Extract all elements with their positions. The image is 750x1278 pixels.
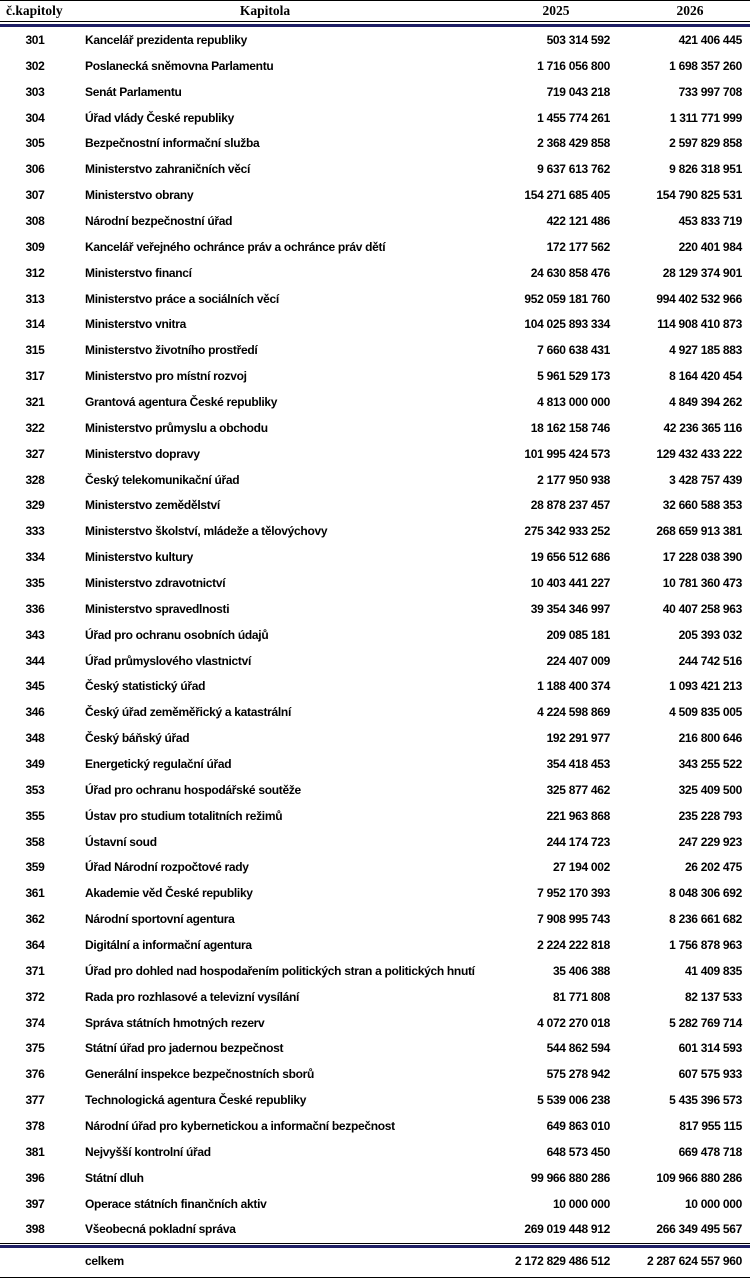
chapter-number: 309: [25, 239, 45, 254]
amount-2025: 19 656 512 686: [530, 550, 610, 565]
amount-2026: 216 800 646: [678, 731, 742, 746]
table-body: [0, 27, 750, 1243]
amount-2025: 422 121 486: [546, 213, 610, 228]
amount-2026: 669 478 718: [678, 1144, 742, 1159]
amount-2025: 2 368 429 858: [537, 136, 610, 151]
chapter-name: Český telekomunikační úřad: [85, 472, 240, 487]
table-row: [0, 337, 750, 363]
table-row: [0, 156, 750, 182]
chapter-number: 306: [25, 162, 45, 177]
column-header-chapter-number: č.kapitoly: [6, 3, 63, 18]
amount-2025: 221 963 868: [546, 808, 610, 823]
amount-2026: 4 927 185 883: [669, 343, 742, 358]
amount-2025: 269 019 448 912: [524, 1222, 610, 1237]
amount-2025: 39 354 346 997: [530, 601, 610, 616]
table-row: [0, 311, 750, 337]
chapter-number: 345: [25, 679, 45, 694]
amount-2026: 220 401 984: [678, 239, 742, 254]
chapter-number: 314: [25, 317, 45, 332]
amount-2026: 244 742 516: [678, 653, 742, 668]
chapter-number: 315: [25, 343, 45, 358]
amount-2026: 82 137 533: [684, 989, 742, 1004]
amount-2026: 4 849 394 262: [669, 394, 742, 409]
table-row: [0, 1010, 750, 1036]
chapter-name: Ministerstvo pro místní rozvoj: [85, 369, 247, 384]
chapter-name: Kancelář veřejného ochránce práv a ochránce práv dětí: [85, 239, 386, 254]
amount-2025: 101 995 424 573: [524, 446, 610, 461]
table-row: [0, 1087, 750, 1113]
amount-2026: 5 435 396 573: [669, 1093, 742, 1108]
amount-2026: 8 048 306 692: [669, 886, 742, 901]
amount-2025: 104 025 893 334: [524, 317, 610, 332]
amount-2026: 733 997 708: [678, 84, 742, 99]
chapter-number: 355: [25, 808, 45, 823]
chapter-name: Ústavní soud: [85, 834, 157, 849]
amount-2026: 1 698 357 260: [669, 58, 742, 73]
chapter-number: 364: [25, 938, 45, 952]
amount-2026: 817 955 115: [679, 1119, 742, 1134]
table-row: [0, 855, 750, 881]
table-row: [0, 105, 750, 131]
chapter-name: Ministerstvo kultury: [85, 550, 194, 565]
chapter-number: 343: [25, 627, 45, 642]
chapter-number: 327: [25, 446, 45, 461]
chapter-name: Ministerstvo obrany: [85, 188, 194, 203]
amount-2025: 1 188 400 374: [537, 679, 610, 694]
amount-2026: 129 432 433 222: [656, 446, 742, 461]
table-row: [0, 622, 750, 648]
amount-2025: 192 291 977: [546, 731, 610, 746]
chapter-number: 372: [25, 989, 45, 1004]
table-row: [0, 79, 750, 105]
amount-2026: 1 093 421 213: [669, 679, 742, 694]
amount-2025: 2 224 222 818: [537, 938, 610, 952]
amount-2025: 209 085 181: [546, 627, 610, 642]
table-row: [0, 363, 750, 389]
amount-2026: 205 393 032: [678, 627, 742, 642]
chapter-number: 328: [25, 472, 45, 487]
table-row: [0, 415, 750, 441]
amount-2026: 32 660 588 353: [662, 498, 742, 513]
amount-2026: 8 236 661 682: [669, 912, 742, 927]
amount-2026: 42 236 365 116: [663, 420, 742, 435]
chapter-number: 398: [25, 1222, 45, 1237]
chapter-number: 329: [25, 498, 45, 513]
amount-2025: 154 271 685 405: [524, 188, 610, 203]
amount-2025: 2 177 950 938: [537, 472, 610, 487]
chapter-number: 346: [25, 705, 45, 720]
amount-2026: 10 781 360 473: [662, 575, 742, 590]
chapter-name: Úřad pro dohled nad hospodařením politických stran a politických hnutí: [85, 963, 475, 978]
amount-2025: 4 072 270 018: [537, 1015, 610, 1030]
chapter-name: Technologická agentura České republiky: [85, 1093, 307, 1108]
table-row: [0, 570, 750, 596]
table-header-row: [0, 1, 750, 21]
amount-2026: 40 407 258 963: [662, 601, 742, 616]
amount-2026: 4 509 835 005: [669, 705, 742, 720]
table-row: [0, 1139, 750, 1165]
chapter-name: Ministerstvo spravedlnosti: [85, 601, 230, 616]
amount-2026: 2 597 829 858: [669, 136, 742, 151]
chapter-name: Úřad vlády České republiky: [85, 110, 234, 125]
amount-2026: 235 228 793: [678, 808, 742, 823]
chapter-name: Ministerstvo zahraničních věcí: [85, 162, 251, 177]
chapter-number: 376: [25, 1067, 45, 1082]
table-row: [0, 906, 750, 932]
chapter-number: 358: [25, 834, 45, 849]
amount-2025: 649 863 010: [546, 1119, 610, 1134]
chapter-number: 348: [25, 731, 45, 746]
chapter-name: Generální inspekce bezpečnostních sborů: [85, 1067, 315, 1082]
amount-2025: 35 406 388: [552, 963, 610, 978]
chapter-name: Poslanecká sněmovna Parlamentu: [85, 58, 274, 73]
amount-2025: 952 059 181 760: [524, 291, 610, 306]
amount-2026: 1 311 771 999: [669, 110, 742, 125]
chapter-name: Senát Parlamentu: [85, 84, 182, 99]
total-label: celkem: [85, 1254, 124, 1268]
chapter-name: Rada pro rozhlasové a televizní vysílání: [85, 989, 300, 1004]
chapter-number: 359: [25, 860, 45, 875]
chapter-name: Ministerstvo zdravotnictví: [85, 575, 226, 590]
table-row: [0, 1036, 750, 1062]
chapter-number: 361: [25, 886, 45, 901]
table-row: [0, 829, 750, 855]
table-row: [0, 286, 750, 312]
chapter-name: Národní úřad pro kybernetickou a informační bezpečnost: [85, 1119, 395, 1134]
chapter-name: Státní úřad pro jadernou bezpečnost: [85, 1041, 284, 1056]
table-row: [0, 467, 750, 493]
chapter-number: 397: [25, 1196, 45, 1211]
amount-2025: 719 043 218: [546, 84, 610, 99]
amount-2025: 275 342 933 252: [524, 524, 610, 539]
chapter-number: 313: [25, 291, 45, 306]
amount-2026: 343 255 522: [678, 756, 742, 771]
chapter-name: Úřad průmyslového vlastnictví: [85, 653, 252, 668]
chapter-number: 321: [25, 394, 45, 409]
amount-2026: 26 202 475: [684, 860, 742, 875]
table-row: [0, 27, 750, 53]
amount-2025: 648 573 450: [546, 1144, 610, 1159]
table-row: [0, 492, 750, 518]
table-row: [0, 699, 750, 725]
chapter-number: 378: [25, 1119, 45, 1134]
table-row: [0, 389, 750, 415]
chapter-name: Státní dluh: [85, 1170, 144, 1185]
amount-2025: 9 637 613 762: [537, 162, 610, 177]
table-row: [0, 1061, 750, 1087]
amount-2025: 81 771 808: [552, 989, 610, 1004]
table-row: [0, 648, 750, 674]
total-row: [0, 1248, 750, 1274]
chapter-name: Ministerstvo školství, mládeže a tělovýchovy: [85, 524, 328, 539]
amount-2025: 27 194 002: [552, 860, 610, 875]
chapter-number: 336: [25, 601, 45, 616]
total-amount-2026: 2 287 624 557 960: [647, 1254, 742, 1268]
table-row: [0, 441, 750, 467]
table-row: [0, 260, 750, 286]
chapter-number: 334: [25, 550, 45, 565]
table-row: [0, 932, 750, 958]
amount-2025: 1 716 056 800: [537, 58, 610, 73]
amount-2025: 10 000 000: [552, 1196, 610, 1211]
chapter-number: 307: [25, 188, 45, 203]
chapter-name: Český báňský úřad: [85, 731, 190, 746]
amount-2026: 268 659 913 381: [656, 524, 742, 539]
column-header-2026: 2026: [676, 3, 704, 18]
chapter-name: Ministerstvo zemědělství: [85, 498, 220, 513]
chapter-name: Správa státních hmotných rezerv: [85, 1015, 265, 1030]
chapter-name: Energetický regulační úřad: [85, 756, 232, 771]
amount-2026: 247 229 923: [678, 834, 742, 849]
chapter-name: Ministerstvo financí: [85, 265, 192, 280]
table-row: [0, 984, 750, 1010]
table-row: [0, 544, 750, 570]
amount-2026: 421 406 445: [678, 32, 742, 47]
amount-2025: 7 952 170 393: [537, 886, 610, 901]
chapter-name: Grantová agentura České republiky: [85, 394, 278, 409]
amount-2025: 24 630 858 476: [530, 265, 610, 280]
chapter-number: 304: [25, 110, 45, 125]
table-row: [0, 518, 750, 544]
chapter-name: Bezpečnostní informační služba: [85, 136, 260, 151]
chapter-number: 308: [25, 213, 45, 228]
amount-2025: 28 878 237 457: [530, 498, 610, 513]
amount-2025: 503 314 592: [546, 32, 610, 47]
amount-2026: 41 409 835: [684, 963, 742, 978]
chapter-number: 305: [25, 136, 45, 151]
chapter-name: Ministerstvo životního prostředí: [85, 343, 258, 358]
chapter-number: 335: [25, 575, 45, 590]
table-row: [0, 1113, 750, 1139]
table-row: [0, 725, 750, 751]
chapter-name: Digitální a informační agentura: [85, 938, 252, 952]
chapter-name: Ministerstvo vnitra: [85, 317, 186, 332]
amount-2025: 10 403 441 227: [530, 575, 610, 590]
amount-2026: 17 228 038 390: [662, 550, 742, 565]
amount-2026: 28 129 374 901: [662, 265, 742, 280]
total-amount-2025: 2 172 829 486 512: [515, 1254, 610, 1268]
chapter-name: Všeobecná pokladní správa: [85, 1222, 236, 1237]
chapter-number: 362: [25, 912, 45, 927]
amount-2026: 9 826 318 951: [669, 162, 742, 177]
chapter-number: 333: [25, 524, 45, 539]
chapter-number: 353: [25, 782, 45, 797]
amount-2026: 607 575 933: [678, 1067, 742, 1082]
amount-2025: 172 177 562: [546, 239, 610, 254]
amount-2025: 7 660 638 431: [537, 343, 610, 358]
chapter-number: 349: [25, 756, 45, 771]
amount-2026: 994 402 532 966: [656, 291, 742, 306]
table-row: [0, 958, 750, 984]
table-row: [0, 1191, 750, 1217]
amount-2026: 1 756 878 963: [669, 938, 742, 952]
table-row: [0, 751, 750, 777]
column-header-chapter-name: Kapitola: [239, 3, 291, 18]
chapter-number: 301: [25, 32, 45, 47]
chapter-number: 312: [25, 265, 45, 280]
chapter-number: 317: [25, 369, 45, 384]
amount-2026: 3 428 757 439: [669, 472, 742, 487]
amount-2026: 453 833 719: [678, 213, 742, 228]
chapter-number: 377: [25, 1093, 45, 1108]
chapter-name: Nejvyšší kontrolní úřad: [85, 1144, 211, 1159]
amount-2025: 1 455 774 261: [537, 110, 610, 125]
amount-2026: 325 409 500: [678, 782, 742, 797]
chapter-number: 381: [25, 1144, 45, 1159]
table-row: [0, 208, 750, 234]
amount-2025: 244 174 723: [546, 834, 610, 849]
chapter-name: Akademie věd České republiky: [85, 886, 253, 901]
chapter-name: Úřad pro ochranu hospodářské soutěže: [85, 782, 301, 797]
table-row: [0, 1217, 750, 1243]
table-row: [0, 803, 750, 829]
amount-2025: 575 278 942: [546, 1067, 610, 1082]
chapter-number: 371: [25, 963, 45, 978]
amount-2026: 109 966 880 286: [656, 1170, 742, 1185]
chapter-name: Úřad Národní rozpočtové rady: [85, 860, 249, 875]
amount-2025: 4 224 598 869: [537, 705, 610, 720]
amount-2026: 154 790 825 531: [656, 188, 742, 203]
amount-2026: 5 282 769 714: [669, 1015, 742, 1030]
chapter-number: 344: [25, 653, 45, 668]
amount-2025: 4 813 000 000: [537, 394, 610, 409]
amount-2025: 18 162 158 746: [530, 420, 610, 435]
table-row: [0, 596, 750, 622]
amount-2025: 224 407 009: [546, 653, 610, 668]
chapter-name: Kancelář prezidenta republiky: [85, 32, 248, 47]
amount-2026: 8 164 420 454: [669, 369, 742, 384]
chapter-number: 374: [25, 1015, 45, 1030]
chapter-name: Ministerstvo dopravy: [85, 446, 200, 461]
amount-2025: 7 908 995 743: [537, 912, 610, 927]
chapter-name: Český úřad zeměměřický a katastrální: [85, 705, 291, 720]
table-row: [0, 1165, 750, 1191]
table-row: [0, 777, 750, 803]
chapter-number: 303: [25, 84, 45, 99]
table-row: [0, 880, 750, 906]
amount-2026: 10 000 000: [684, 1196, 742, 1211]
chapter-number: 322: [25, 420, 45, 435]
chapter-name: Ministerstvo práce a sociálních věcí: [85, 291, 279, 306]
chapter-number: 396: [25, 1170, 45, 1185]
table-row: [0, 130, 750, 156]
chapter-number: 302: [25, 58, 45, 73]
amount-2026: 601 314 593: [678, 1041, 742, 1056]
chapter-name: Ústav pro studium totalitních režimů: [85, 808, 283, 823]
column-header-2025: 2025: [542, 3, 570, 18]
table-row: [0, 53, 750, 79]
amount-2025: 354 418 453: [546, 756, 610, 771]
chapter-name: Národní bezpečnostní úřad: [85, 213, 233, 228]
chapter-name: Český statistický úřad: [85, 679, 206, 694]
amount-2025: 99 966 880 286: [530, 1170, 610, 1185]
chapter-name: Ministerstvo průmyslu a obchodu: [85, 420, 268, 435]
amount-2025: 5 961 529 173: [537, 369, 610, 384]
chapter-name: Národní sportovní agentura: [85, 912, 235, 927]
amount-2026: 266 349 495 567: [656, 1222, 742, 1237]
amount-2025: 325 877 462: [546, 782, 610, 797]
chapter-name: Operace státních finančních aktiv: [85, 1196, 267, 1211]
amount-2025: 5 539 006 238: [537, 1093, 610, 1108]
table-row: [0, 234, 750, 260]
chapter-name: Úřad pro ochranu osobních údajů: [85, 627, 269, 642]
table-row: [0, 673, 750, 699]
amount-2025: 544 862 594: [546, 1041, 610, 1056]
amount-2026: 114 908 410 873: [657, 317, 742, 332]
chapter-number: 375: [25, 1041, 45, 1056]
table-row: [0, 182, 750, 208]
